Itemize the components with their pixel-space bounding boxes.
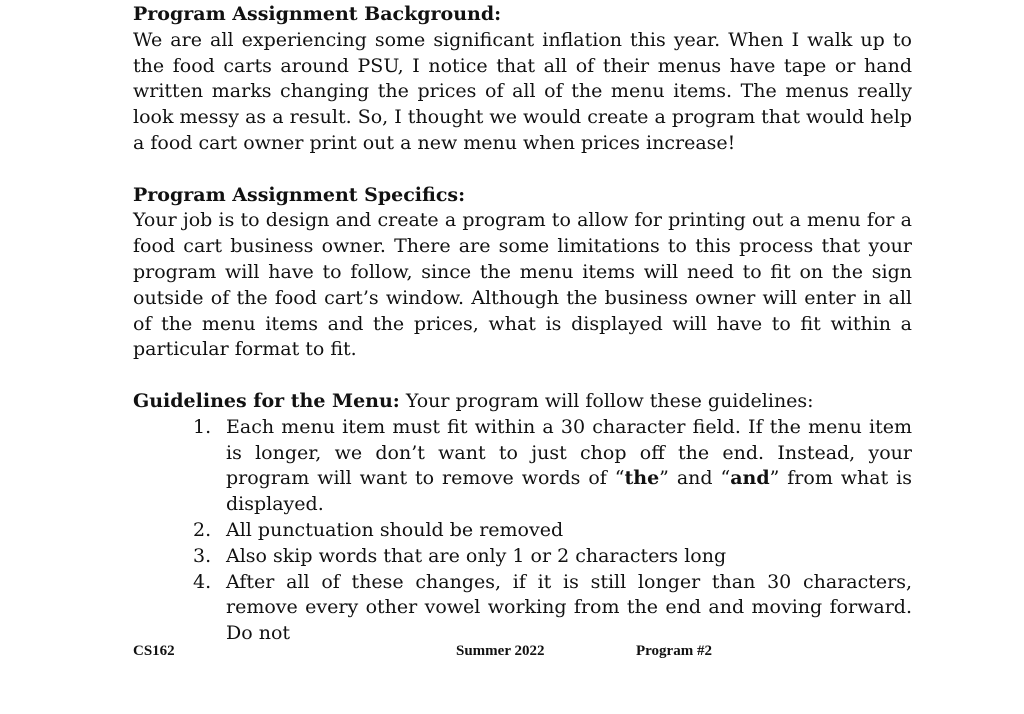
guideline-number: 3. xyxy=(193,544,212,567)
footer-term: Summer 2022 xyxy=(456,643,545,659)
guideline-text: Each menu item must fit within a 30 character field. If the menu item is longer, we don’t want to just chop off the end. Instead, your program will want to remove words of “ xyxy=(226,415,912,490)
guideline-item xyxy=(133,570,912,647)
guidelines-heading: Guidelines for the Menu: xyxy=(133,389,400,412)
specifics-paragraph: Your job is to design and create a program to allow for printing out a menu for a food cart business owner. There are some limitations to this process that your program will have to follow, since the menu items will need to fit on the sign outside of the food cart’s window. Although the business owner will enter in all of the menu items and the prices, what is displayed will have to fit within a particular format to fit. xyxy=(133,209,912,361)
guideline-item xyxy=(133,518,912,544)
guidelines-list xyxy=(133,415,912,647)
keyword-the: the xyxy=(624,467,660,490)
guideline-text: All punctuation should be removed xyxy=(226,518,564,541)
guideline-number: 2. xyxy=(193,518,212,541)
section-spacer xyxy=(133,363,912,389)
guideline-item xyxy=(133,415,912,518)
guideline-number: 1. xyxy=(193,415,212,438)
guideline-text: ” and “ xyxy=(659,467,731,490)
guideline-text: ” from what is displayed. xyxy=(226,467,912,516)
guideline-text: Also skip words that are only 1 or 2 characters long xyxy=(226,544,727,567)
guideline-item xyxy=(133,544,912,570)
section-spacer xyxy=(133,157,912,183)
background-paragraph: We are all experiencing some significant inflation this year. When I walk up to the food carts around PSU, I notice that all of their menus have tape or hand written marks changing the prices of all of the menu items. The menus really look messy as a result. So, I thought we would create a program that would help a food cart owner print out a new menu when prices increase! xyxy=(133,28,912,154)
document-page xyxy=(133,2,912,647)
guideline-number: 4. xyxy=(193,570,212,593)
specifics-heading: Program Assignment Specifics: xyxy=(133,183,466,206)
guidelines-intro: Your program will follow these guidelines: xyxy=(399,389,814,412)
background-heading: Program Assignment Background: xyxy=(133,3,502,25)
footer-course: CS162 xyxy=(133,643,175,659)
guidelines-intro-line xyxy=(133,389,912,415)
guideline-text: After all of these changes, if it is still longer than 30 characters, remove every other vowel working from the end and moving forward. Do not xyxy=(226,570,912,645)
keyword-and: and xyxy=(730,467,770,490)
footer-program: Program #2 xyxy=(636,643,712,659)
